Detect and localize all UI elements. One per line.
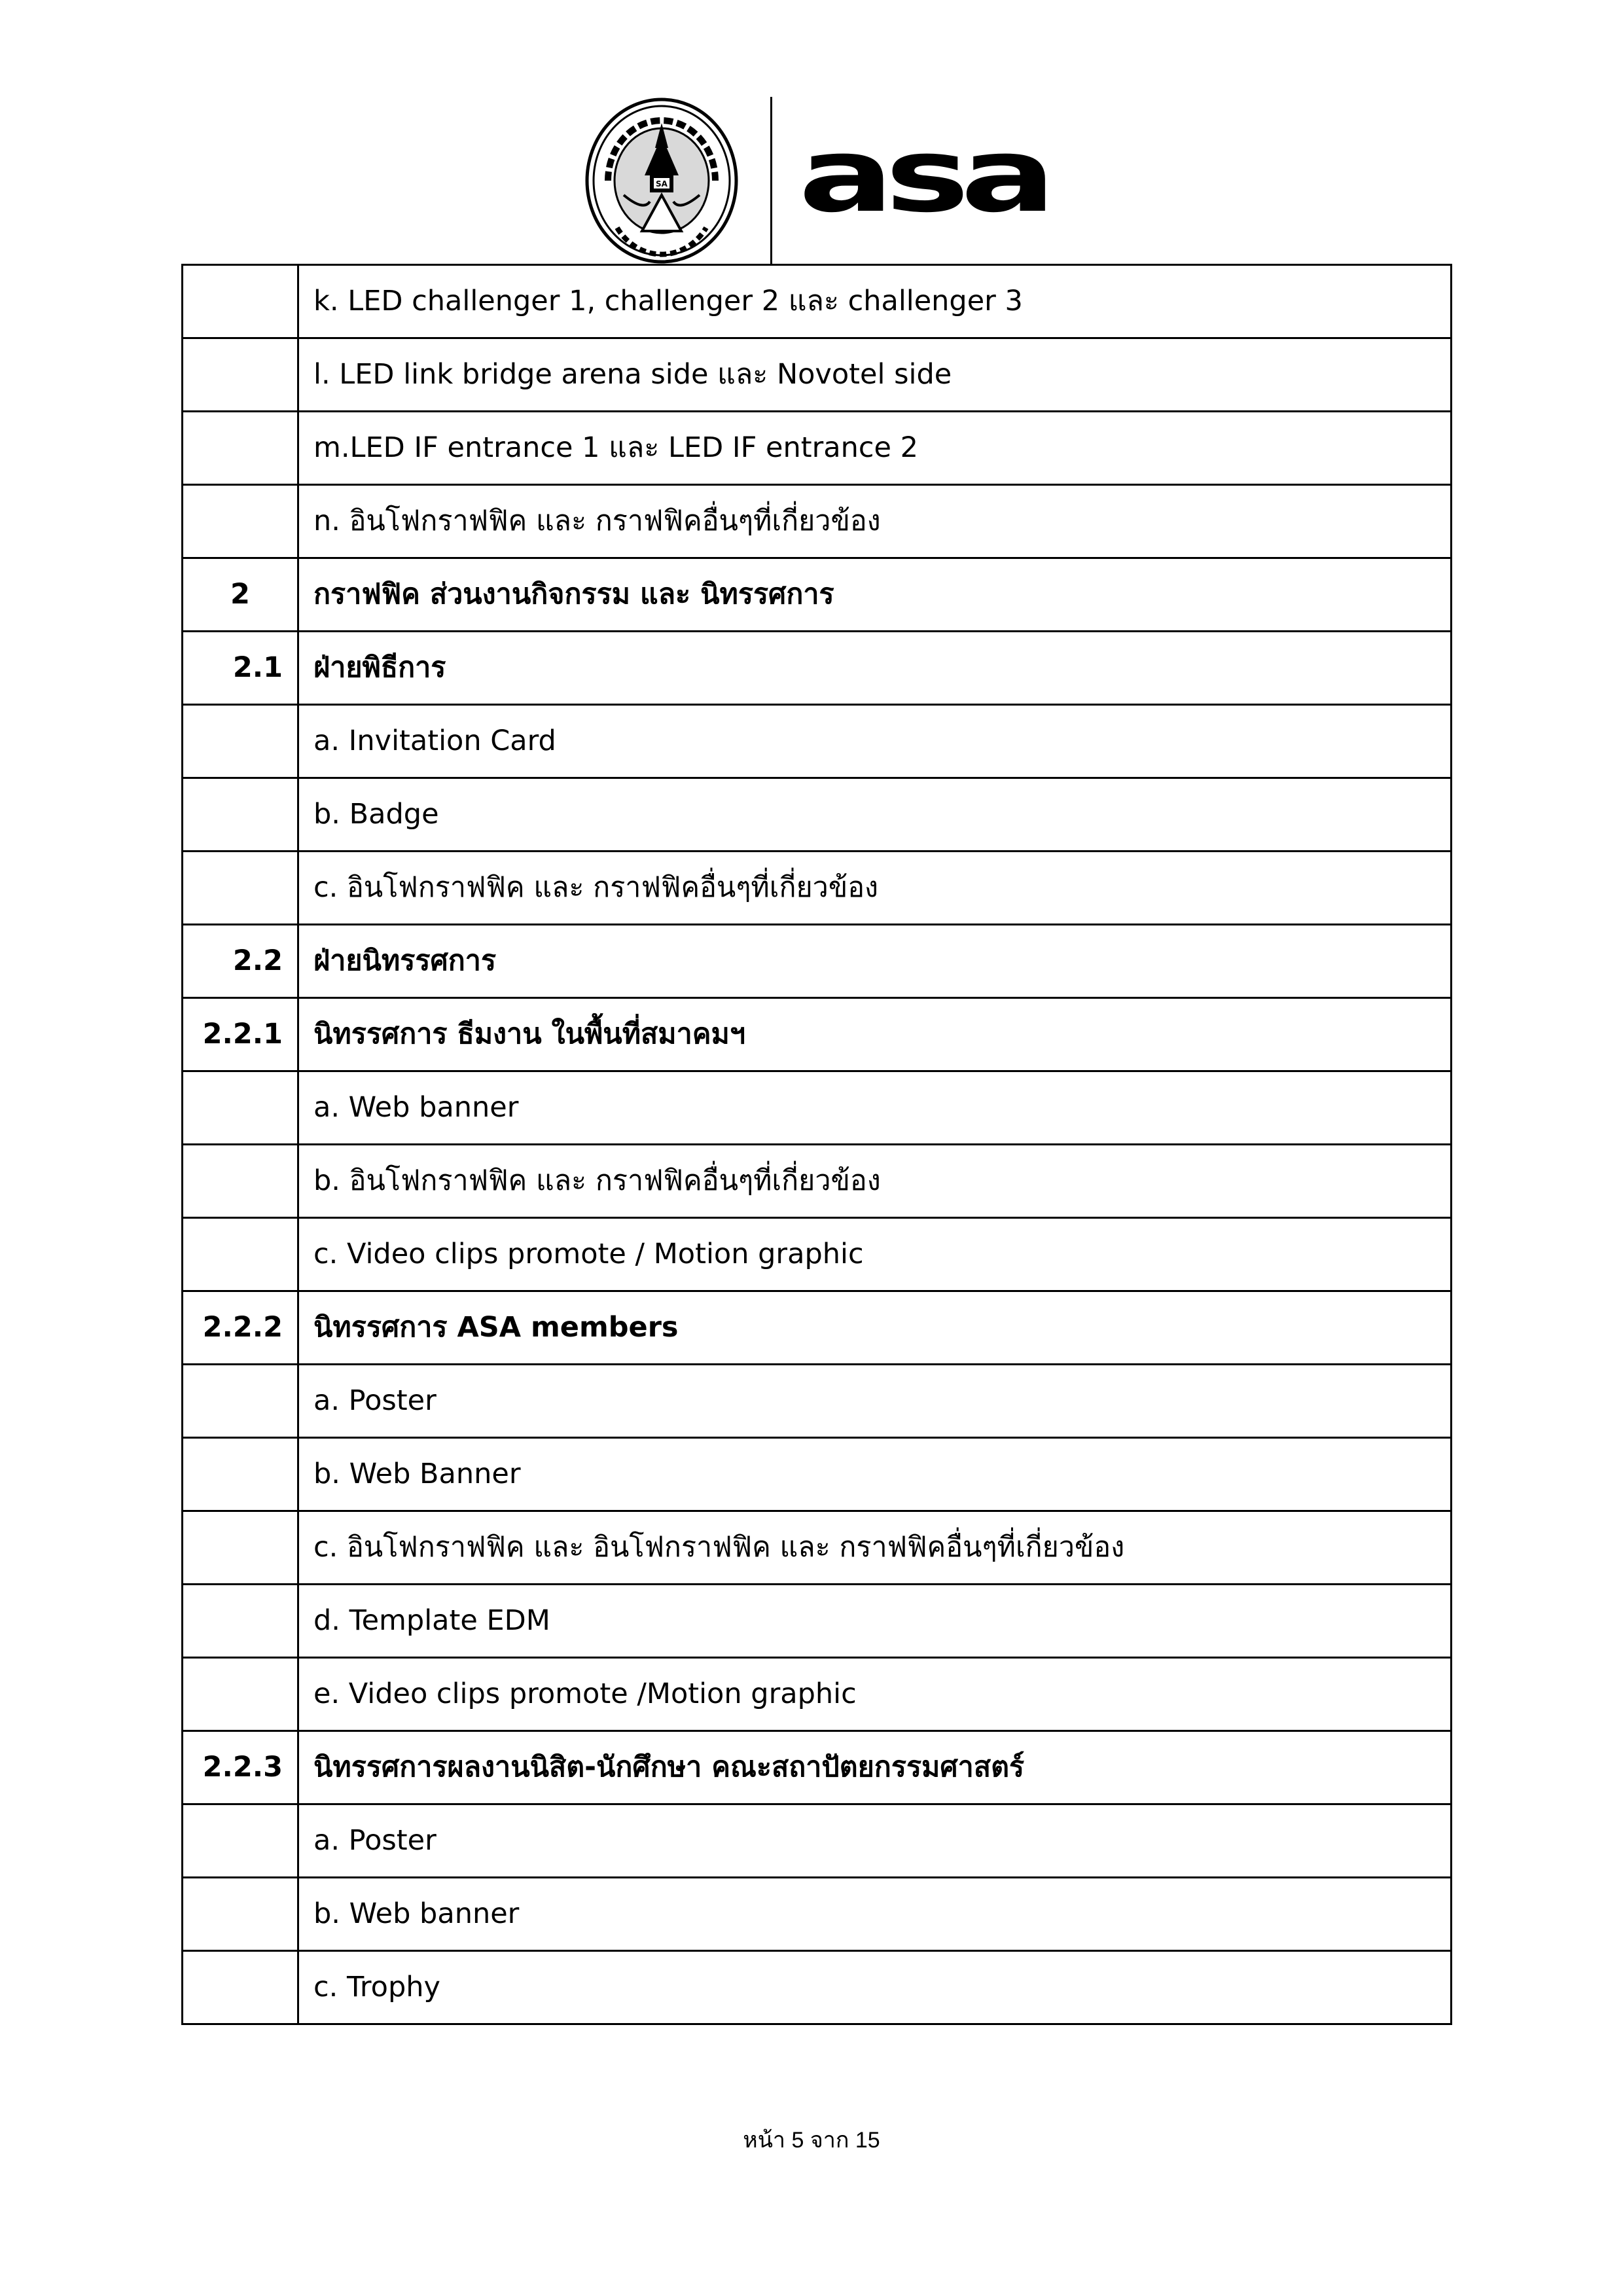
- table-row: [183, 265, 1452, 338]
- row-description: m.LED IF entrance 1 และ LED IF entrance 2: [298, 412, 1452, 485]
- row-number: [183, 485, 298, 558]
- row-number: 2.1: [183, 632, 298, 705]
- row-description: นิทรรศการ ASA members: [298, 1291, 1452, 1365]
- row-number: [183, 265, 298, 338]
- table-row: [183, 1071, 1452, 1145]
- row-description: c. อินโฟกราฟฟิค และ อินโฟกราฟฟิค และ กราฟฟิคอื่นๆที่เกี่ยวข้อง: [298, 1511, 1452, 1585]
- table-row: [183, 705, 1452, 778]
- row-description: b. Web banner: [298, 1878, 1452, 1951]
- row-number: 2.2.1: [183, 998, 298, 1071]
- row-description: n. อินโฟกราฟฟิค และ กราฟฟิคอื่นๆที่เกี่ยวข้อง: [298, 485, 1452, 558]
- table-row: [183, 412, 1452, 485]
- row-description: a. Invitation Card: [298, 705, 1452, 778]
- row-number: [183, 1951, 298, 2024]
- table-row: [183, 1951, 1452, 2024]
- row-description: k. LED challenger 1, challenger 2 และ challenger 3: [298, 265, 1452, 338]
- row-description: a. Poster: [298, 1365, 1452, 1438]
- row-number: [183, 412, 298, 485]
- table-row: [183, 1658, 1452, 1731]
- row-number: [183, 1071, 298, 1145]
- table-row: [183, 1511, 1452, 1585]
- row-number: [183, 1804, 298, 1878]
- row-number: 2.2.3: [183, 1731, 298, 1804]
- page-header: [0, 0, 1623, 275]
- row-description: b. Badge: [298, 778, 1452, 852]
- table-row: [183, 1365, 1452, 1438]
- row-number: [183, 1585, 298, 1658]
- row-description: c. Trophy: [298, 1951, 1452, 2024]
- table-row: [183, 1585, 1452, 1658]
- header-divider: [770, 97, 772, 264]
- row-description: b. อินโฟกราฟฟิค และ กราฟฟิคอื่นๆที่เกี่ยวข้อง: [298, 1145, 1452, 1218]
- row-description: e. Video clips promote /Motion graphic: [298, 1658, 1452, 1731]
- row-description: c. อินโฟกราฟฟิค และ กราฟฟิคอื่นๆที่เกี่ยวข้อง: [298, 852, 1452, 925]
- table-row: [183, 1291, 1452, 1365]
- row-number: 2.2: [183, 925, 298, 998]
- table-row: [183, 998, 1452, 1071]
- table-row: [183, 632, 1452, 705]
- table-row: [183, 1878, 1452, 1951]
- table-row: [183, 925, 1452, 998]
- row-description: b. Web Banner: [298, 1438, 1452, 1511]
- row-number: [183, 1658, 298, 1731]
- table-row: [183, 1438, 1452, 1511]
- row-description: l. LED link bridge arena side และ Novotel side: [298, 338, 1452, 412]
- row-description: a. Poster: [298, 1804, 1452, 1878]
- row-description: d. Template EDM: [298, 1585, 1452, 1658]
- row-number: [183, 338, 298, 412]
- table-row: [183, 778, 1452, 852]
- row-description: c. Video clips promote / Motion graphic: [298, 1218, 1452, 1291]
- table-row: [183, 1804, 1452, 1878]
- row-description: ฝ่ายพิธีการ: [298, 632, 1452, 705]
- row-description: นิทรรศการผลงานนิสิต-นักศึกษา คณะสถาปัตยกรรมศาสตร์: [298, 1731, 1452, 1804]
- table-row: [183, 1731, 1452, 1804]
- row-number: [183, 1438, 298, 1511]
- svg-text:asa: asa: [798, 137, 1047, 223]
- row-number: [183, 778, 298, 852]
- table-row: [183, 558, 1452, 632]
- row-number: [183, 705, 298, 778]
- table-row: [183, 485, 1452, 558]
- row-number: 2: [183, 558, 298, 632]
- table-row: [183, 338, 1452, 412]
- row-number: [183, 1511, 298, 1585]
- page-number: หน้า 5 จาก 15: [743, 2128, 880, 2153]
- row-description: a. Web banner: [298, 1071, 1452, 1145]
- svg-text:SA: SA: [656, 179, 668, 188]
- row-number: 2.2.2: [183, 1291, 298, 1365]
- deliverables-table: [181, 264, 1452, 2025]
- row-description: ฝ่ายนิทรรศการ: [298, 925, 1452, 998]
- row-number: [183, 1145, 298, 1218]
- row-number: [183, 1365, 298, 1438]
- row-number: [183, 1218, 298, 1291]
- asa-seal-logo: [584, 97, 739, 264]
- asa-wordmark-logo: [798, 137, 1047, 223]
- row-number: [183, 852, 298, 925]
- table-row: [183, 852, 1452, 925]
- table-row: [183, 1145, 1452, 1218]
- row-description: กราฟฟิค ส่วนงานกิจกรรม และ นิทรรศการ: [298, 558, 1452, 632]
- row-description: นิทรรศการ ธีมงาน ในพื้นที่สมาคมฯ: [298, 998, 1452, 1071]
- row-number: [183, 1878, 298, 1951]
- table-row: [183, 1218, 1452, 1291]
